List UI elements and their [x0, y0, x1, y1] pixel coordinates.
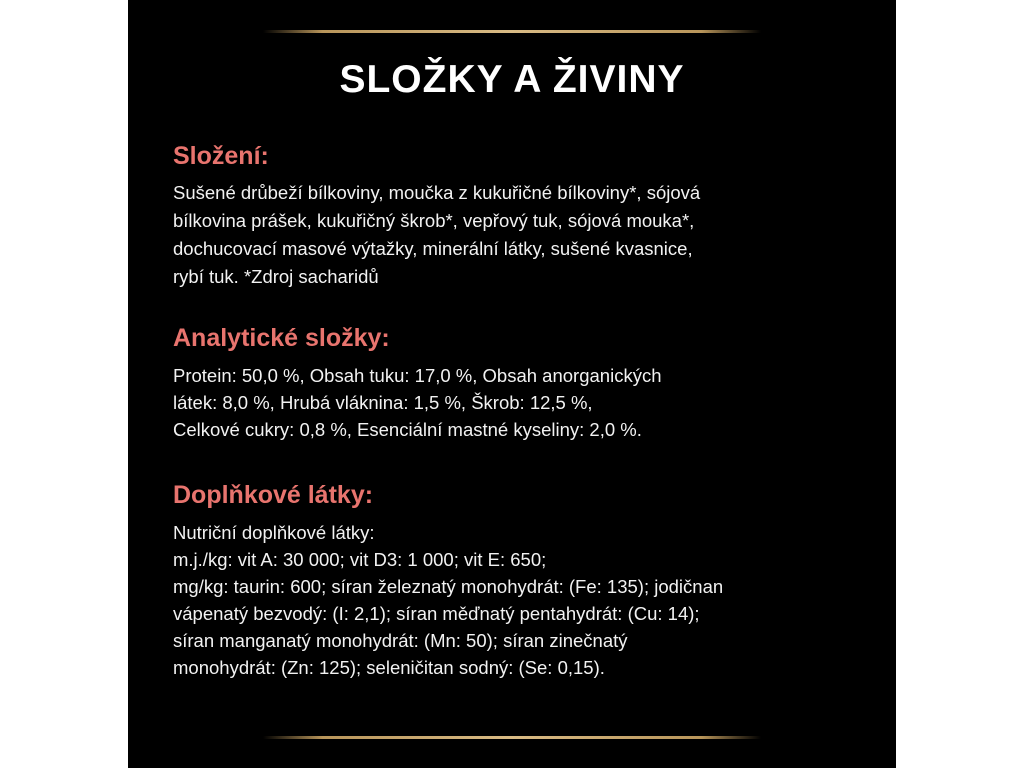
analytical-heading: Analytické složky: — [173, 324, 390, 352]
analytical-section — [173, 323, 873, 443]
additives-text: Nutriční doplňkové látky: m.j./kg: vit A: 30 000; vit D3: 1 000; vit E: 650; mg/kg: taurin: 600; síran železnatý monohydrát: (Fe: 135); jodičnan vápenatý bezvodý: (I: 2,1); síran měďnatý pentahydrát: (Cu: 14); síran manganatý monohydrát: (Mn: 50); síran zinečnatý monohydrát: (Zn: 125); seleničitan sodný: (Se: 0,15). — [173, 522, 724, 678]
page-title: SLOŽKY A ŽIVINY — [339, 58, 685, 101]
analytical-text: Protein: 50,0 %, Obsah tuku: 17,0 %, Obsah anorganických látek: 8,0 %, Hrubá vláknina: 1,5 %, Škrob: 12,5 %, Celkové cukry: 0,8 %, Esenciální mastné kyseliny: 2,0 %. — [173, 365, 662, 440]
composition-text: Sušené drůbeží bílkoviny, moučka z kukuřičné bílkoviny*, sójová bílkovina prášek, kukuřičný škrob*, vepřový tuk, sójová mouka*, dochucovací masové výtažky, minerální látky, sušené kvasnice, rybí tuk. *Zdroj sacharidů — [173, 182, 701, 287]
additives-heading: Doplňkové látky: — [173, 481, 374, 509]
additives-section — [173, 480, 873, 681]
bottom-gold-divider — [263, 736, 761, 739]
composition-section — [173, 141, 873, 291]
composition-heading: Složení: — [173, 142, 269, 170]
top-gold-divider — [263, 30, 761, 33]
ingredients-panel — [128, 0, 896, 768]
